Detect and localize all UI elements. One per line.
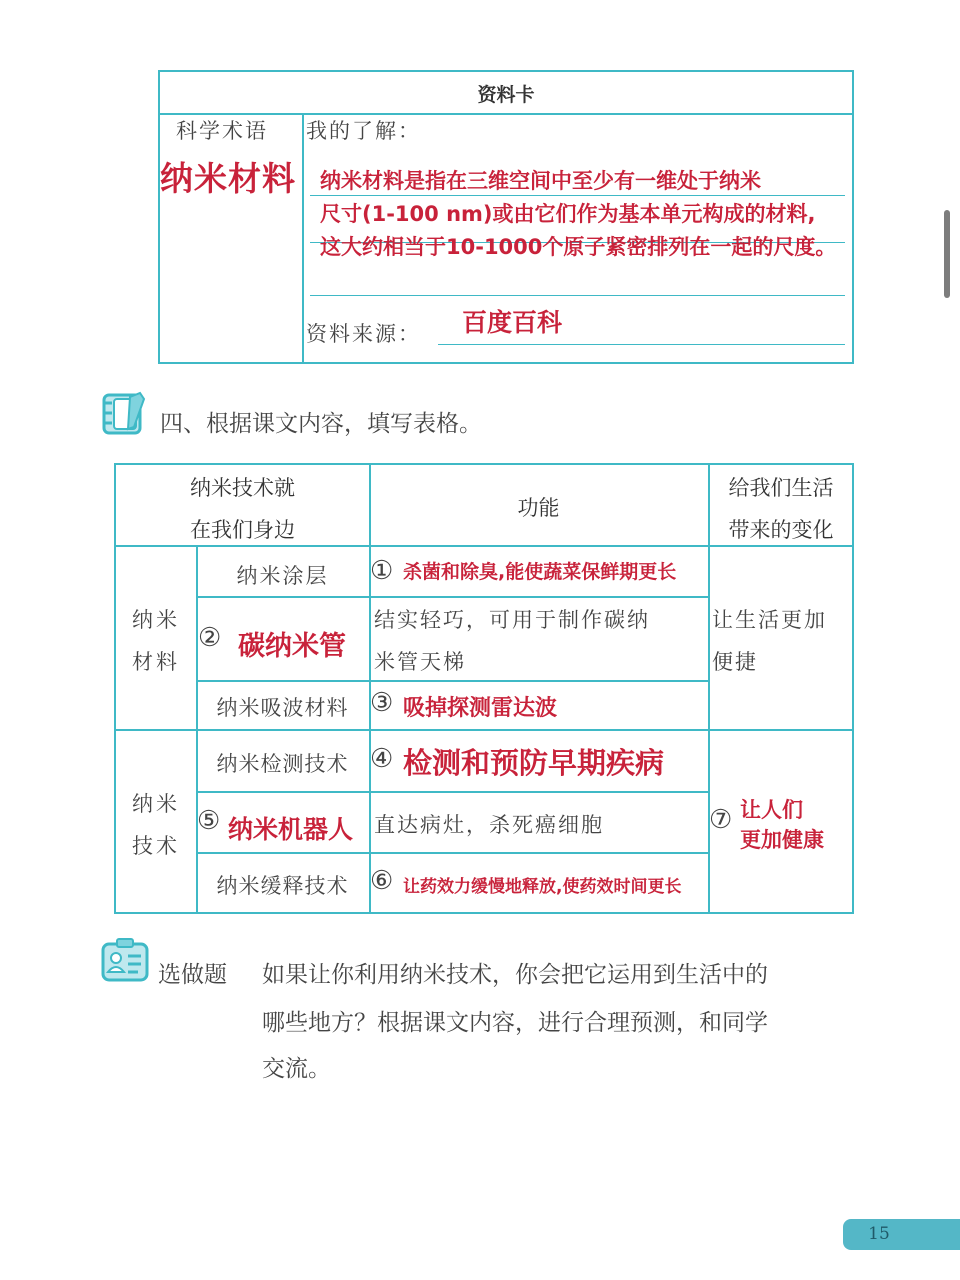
writing-line [310, 195, 845, 196]
group2-change-line2: 更加健康 [740, 828, 824, 852]
understanding-line-2: 尺寸(1-100 nm)或由它们作为基本单元构成的材料, [320, 202, 816, 226]
card-column-divider [302, 115, 304, 362]
source-writing-line [438, 344, 845, 345]
section-heading: 四、根据课文内容，填写表格。 [160, 411, 482, 437]
group1-change-line2: 便捷 [712, 650, 758, 674]
card-title: 资料卡 [477, 84, 535, 106]
header-col2: 功能 [517, 496, 560, 520]
table-row-divider [198, 680, 708, 682]
notebook-icon [100, 389, 148, 437]
row-item: 纳米缓释技术 [216, 874, 349, 898]
page-number: 15 [868, 1224, 890, 1244]
source-label: 资料来源： [306, 322, 421, 346]
table-row-divider [198, 791, 708, 793]
row-item: 纳米机器人 [228, 815, 354, 844]
group1-label-line1: 纳米 [132, 608, 180, 632]
row-number: ④ [370, 744, 394, 774]
understanding-line-1: 纳米材料是指在三维空间中至少有一维处于纳米 [320, 169, 761, 193]
my-understanding-label: 我的了解： [306, 119, 421, 143]
header-col3-line2: 带来的变化 [728, 518, 834, 542]
row-function: 杀菌和除臭,能使蔬菜保鲜期更长 [403, 561, 677, 583]
row-number: ② [198, 623, 222, 653]
group2-change-line1: 让人们 [740, 798, 803, 822]
row-item: 碳纳米管 [238, 631, 346, 662]
row-item: 纳米检测技术 [216, 752, 349, 776]
table-row-divider [198, 852, 708, 854]
row-function-line1: 结实轻巧，可用于制作碳纳 [374, 608, 650, 632]
understanding-line-3: 这大约相当于10-1000个原子紧密排列在一起的尺度。 [320, 235, 837, 259]
page-number-tab [843, 1219, 960, 1250]
group1-label-line2: 材料 [132, 650, 180, 674]
table-row-divider [198, 596, 708, 598]
change-number: ⑦ [709, 805, 733, 835]
row-function-line2: 米管天梯 [374, 650, 466, 674]
row-number: ⑥ [370, 866, 394, 896]
optional-label: 选做题 [158, 962, 227, 988]
table-group-divider [116, 729, 852, 731]
row-function: 让药效力缓慢地释放,使药效时间更长 [403, 877, 682, 897]
writing-line [310, 295, 845, 296]
optional-line-2: 哪些地方？根据课文内容，进行合理预测，和同学 [262, 1010, 768, 1036]
scrollbar[interactable] [944, 210, 950, 298]
row-item: 纳米涂层 [236, 564, 329, 588]
header-col3-line1: 给我们生活 [728, 476, 834, 500]
header-col1-line2: 在我们身边 [190, 518, 295, 542]
term-label: 科学术语 [176, 119, 268, 143]
optional-line-3: 交流。 [262, 1056, 331, 1082]
clipboard-icon [100, 936, 150, 984]
source-value: 百度百科 [462, 308, 563, 337]
header-col1-line1: 纳米技术就 [190, 476, 295, 500]
group2-label-line2: 技术 [132, 834, 180, 858]
group1-change-line1: 让生活更加 [712, 608, 827, 632]
row-function: 吸掉探测雷达波 [403, 696, 558, 721]
optional-line-1: 如果让你利用纳米技术，你会把它运用到生活中的 [262, 962, 768, 988]
row-item: 纳米吸波材料 [216, 696, 349, 720]
row-function: 直达病灶，杀死癌细胞 [374, 813, 604, 837]
table-header-divider [116, 545, 852, 547]
row-number: ⑤ [197, 806, 221, 836]
row-number: ③ [370, 688, 394, 718]
row-number: ① [370, 556, 394, 586]
group2-label-line1: 纳米 [132, 792, 180, 816]
term-value: 纳米材料 [160, 159, 296, 198]
row-function: 检测和预防早期疾病 [403, 746, 665, 780]
